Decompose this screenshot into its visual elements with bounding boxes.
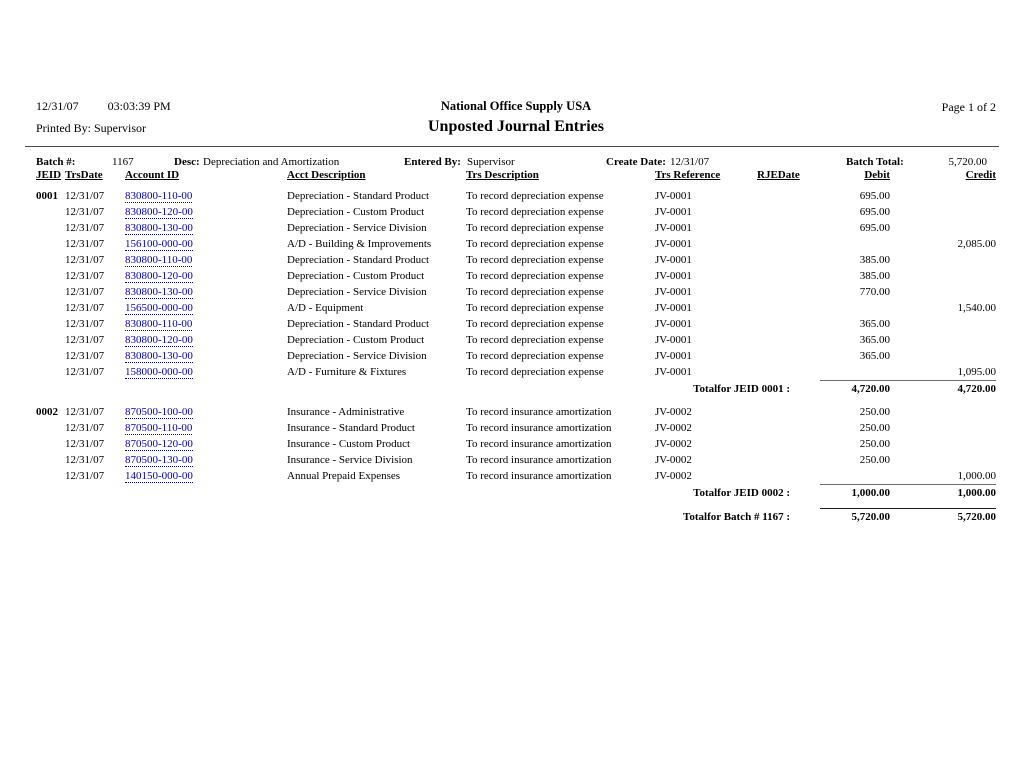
account-id-cell <box>125 268 287 284</box>
rje-date-cell <box>757 468 820 484</box>
create-date-label: Create Date: <box>606 156 666 168</box>
table-header-row <box>36 169 996 188</box>
account-id-cell <box>125 220 287 236</box>
acct-description-cell: Insurance - Custom Product <box>287 438 411 450</box>
jeid-cell <box>36 468 65 484</box>
trs-description-cell: To record depreciation expense <box>466 206 604 218</box>
trs-reference-cell: JV-0001 <box>655 270 692 282</box>
debit-cell: 365.00 <box>859 334 890 346</box>
debit-cell <box>820 236 890 252</box>
trs-reference-cell: JV-0001 <box>655 190 692 202</box>
jeid-cell <box>36 332 65 348</box>
col-header-credit: Credit <box>965 169 996 181</box>
col-header-trs-description: Trs Description <box>466 169 539 181</box>
rje-date-cell <box>757 452 820 468</box>
trs-reference-cell: JV-0001 <box>655 222 692 234</box>
acct-description-cell: Depreciation - Standard Product <box>287 190 430 202</box>
trs-description-cell: To record depreciation expense <box>466 222 604 234</box>
credit-cell <box>890 452 996 468</box>
acct-description-cell: Depreciation - Service Division <box>287 350 427 362</box>
batch-number-label: Batch #: <box>36 156 76 168</box>
trs-description-cell: To record insurance amortization <box>466 422 612 434</box>
trs-description-cell: To record depreciation expense <box>466 254 604 266</box>
journal-entry-row <box>36 284 996 300</box>
jeid-cell: 0002 <box>36 406 58 418</box>
acct-description-cell: A/D - Furniture & Fixtures <box>287 366 407 378</box>
jeid-cell <box>36 436 65 452</box>
print-time: 03:03:39 PM <box>107 99 171 113</box>
account-id-cell <box>125 364 287 380</box>
trs-description-cell: To record depreciation expense <box>466 366 604 378</box>
credit-cell <box>890 332 996 348</box>
trs-reference-cell: JV-0001 <box>655 302 692 314</box>
account-id-cell <box>125 468 287 484</box>
batch-total-label: Batch Total: <box>846 156 904 168</box>
trs-description-cell: To record depreciation expense <box>466 334 604 346</box>
acct-description-cell: Insurance - Service Division <box>287 454 413 466</box>
credit-cell <box>890 316 996 332</box>
rje-date-cell <box>757 316 820 332</box>
rje-date-cell <box>757 220 820 236</box>
jeid-cell <box>36 252 65 268</box>
trs-date-cell: 12/31/07 <box>65 406 105 418</box>
journal-entry-row <box>36 420 996 436</box>
printed-by: Printed By: Supervisor <box>36 121 146 135</box>
journal-entries-table <box>36 169 996 526</box>
rje-date-cell <box>757 420 820 436</box>
batch-desc-label: Desc: <box>174 156 200 168</box>
acct-description-cell: A/D - Building & Improvements <box>287 238 432 250</box>
rje-date-cell <box>757 364 820 380</box>
debit-cell: 385.00 <box>859 270 890 282</box>
account-id-cell <box>125 236 287 252</box>
debit-cell: 250.00 <box>859 438 890 450</box>
journal-entry-row <box>36 268 996 284</box>
trs-reference-cell: JV-0001 <box>655 238 692 250</box>
col-header-acct-description: Acct Description <box>287 169 366 181</box>
trs-date-cell: 12/31/07 <box>65 334 105 346</box>
debit-cell: 695.00 <box>859 190 890 202</box>
report-title: Unposted Journal Entries <box>427 118 605 135</box>
debit-cell: 695.00 <box>859 206 890 218</box>
credit-cell <box>890 188 996 204</box>
credit-cell <box>890 252 996 268</box>
trs-description-cell: To record depreciation expense <box>466 270 604 282</box>
trs-reference-cell: JV-0001 <box>655 286 692 298</box>
batch-total-credit: 5,720.00 <box>890 508 996 526</box>
acct-description-cell: Depreciation - Standard Product <box>287 318 430 330</box>
account-id-cell <box>125 316 287 332</box>
batch-number-value: 1167 <box>112 156 134 168</box>
account-id-link[interactable]: 870500-120-00 <box>125 438 193 450</box>
rje-date-cell <box>757 404 820 420</box>
trs-reference-cell: JV-0001 <box>655 366 692 378</box>
jeid-cell <box>36 268 65 284</box>
acct-description-cell: Depreciation - Standard Product <box>287 254 430 266</box>
account-id-link[interactable]: 870500-100-00 <box>125 406 193 418</box>
rje-date-cell <box>757 436 820 452</box>
rje-date-cell <box>757 252 820 268</box>
trs-date-cell: 12/31/07 <box>65 470 105 482</box>
credit-cell <box>890 404 996 420</box>
account-id-link[interactable]: 830800-110-00 <box>125 254 193 266</box>
batch-total-row <box>36 508 996 526</box>
col-header-jeid: JEID <box>36 169 62 181</box>
print-date: 12/31/07 <box>36 99 79 113</box>
trs-description-cell: To record depreciation expense <box>466 190 604 202</box>
journal-entry-row <box>36 468 996 484</box>
credit-cell <box>890 284 996 300</box>
account-id-link[interactable]: 830800-130-00 <box>125 286 193 298</box>
trs-date-cell: 12/31/07 <box>65 238 105 250</box>
jeid-total-row <box>36 484 996 502</box>
acct-description-cell: Annual Prepaid Expenses <box>287 470 401 482</box>
debit-cell <box>820 364 890 380</box>
account-id-link[interactable]: 870500-110-00 <box>125 422 193 434</box>
trs-date-cell: 12/31/07 <box>65 302 105 314</box>
trs-reference-cell: JV-0001 <box>655 206 692 218</box>
trs-date-cell: 12/31/07 <box>65 438 105 450</box>
jeid-total-debit: 4,720.00 <box>820 380 890 398</box>
batch-total-row-label: Totalfor Batch # 1167 : <box>683 511 790 523</box>
journal-entry-row <box>36 364 996 380</box>
account-id-cell <box>125 188 287 204</box>
jeid-cell <box>36 284 65 300</box>
jeid-cell <box>36 300 65 316</box>
journal-entry-row <box>36 188 996 204</box>
account-id-link[interactable]: 830800-110-00 <box>125 190 193 202</box>
credit-cell: 1,000.00 <box>957 469 996 482</box>
trs-description-cell: To record insurance amortization <box>466 454 612 466</box>
trs-description-cell: To record insurance amortization <box>466 406 612 418</box>
trs-description-cell: To record depreciation expense <box>466 286 604 298</box>
account-id-link[interactable]: 830800-120-00 <box>125 206 193 218</box>
trs-description-cell: To record depreciation expense <box>466 238 604 250</box>
journal-entry-row <box>36 332 996 348</box>
rje-date-cell <box>757 332 820 348</box>
debit-cell: 695.00 <box>859 222 890 234</box>
journal-entry-row <box>36 404 996 420</box>
journal-entry-row <box>36 300 996 316</box>
col-header-debit: Debit <box>864 169 890 181</box>
debit-cell: 770.00 <box>859 286 890 298</box>
journal-entry-row <box>36 348 996 364</box>
acct-description-cell: Depreciation - Service Division <box>287 222 427 234</box>
debit-cell: 385.00 <box>859 254 890 266</box>
trs-date-cell: 12/31/07 <box>65 222 105 234</box>
report-header <box>36 99 996 143</box>
debit-cell <box>820 300 890 316</box>
account-id-cell <box>125 332 287 348</box>
jeid-cell <box>36 220 65 236</box>
trs-reference-cell: JV-0001 <box>655 334 692 346</box>
acct-description-cell: Depreciation - Service Division <box>287 286 427 298</box>
credit-cell <box>890 436 996 452</box>
debit-cell: 365.00 <box>859 350 890 362</box>
account-id-link[interactable]: 156100-000-00 <box>125 238 193 250</box>
journal-entry-row <box>36 452 996 468</box>
jeid-cell: 0001 <box>36 190 58 202</box>
credit-cell: 1,540.00 <box>957 302 996 314</box>
batch-total-debit: 5,720.00 <box>820 508 890 526</box>
trs-reference-cell: JV-0001 <box>655 350 692 362</box>
account-id-cell <box>125 420 287 436</box>
credit-cell: 1,095.00 <box>957 365 996 378</box>
col-header-rjedate: RJEDate <box>757 169 800 181</box>
account-id-link[interactable]: 830800-120-00 <box>125 334 193 346</box>
account-id-link[interactable]: 830800-120-00 <box>125 270 193 282</box>
col-header-trs-reference: Trs Reference <box>655 169 721 181</box>
journal-entry-row <box>36 436 996 452</box>
rje-date-cell <box>757 300 820 316</box>
jeid-cell <box>36 316 65 332</box>
journal-entry-row <box>36 252 996 268</box>
trs-description-cell: To record insurance amortization <box>466 470 612 482</box>
trs-description-cell: To record depreciation expense <box>466 302 604 314</box>
account-id-cell <box>125 300 287 316</box>
trs-date-cell: 12/31/07 <box>65 318 105 330</box>
jeid-total-credit: 4,720.00 <box>890 380 996 398</box>
trs-reference-cell: JV-0001 <box>655 318 692 330</box>
jeid-cell <box>36 348 65 364</box>
journal-entry-row <box>36 204 996 220</box>
credit-cell <box>890 220 996 236</box>
trs-reference-cell: JV-0002 <box>655 406 692 418</box>
trs-date-cell: 12/31/07 <box>65 270 105 282</box>
jeid-cell <box>36 204 65 220</box>
account-id-link[interactable]: 158000-000-00 <box>125 366 193 378</box>
trs-description-cell: To record insurance amortization <box>466 438 612 450</box>
debit-cell: 250.00 <box>859 406 890 418</box>
batch-info-line <box>0 156 1024 170</box>
trs-description-cell: To record depreciation expense <box>466 350 604 362</box>
trs-date-cell: 12/31/07 <box>65 366 105 378</box>
rje-date-cell <box>757 284 820 300</box>
trs-reference-cell: JV-0002 <box>655 454 692 466</box>
company-name: National Office Supply USA <box>440 99 592 113</box>
page-indicator: Page 1 of 2 <box>941 100 996 114</box>
col-header-trsdate: TrsDate <box>65 169 103 181</box>
rje-date-cell <box>757 188 820 204</box>
header-divider <box>25 146 999 147</box>
account-id-link[interactable]: 870500-130-00 <box>125 454 193 466</box>
acct-description-cell: Insurance - Standard Product <box>287 422 415 434</box>
jeid-cell <box>36 452 65 468</box>
jeid-total-debit: 1,000.00 <box>820 484 890 502</box>
account-id-cell <box>125 284 287 300</box>
col-header-account-id: Account ID <box>125 169 180 181</box>
trs-reference-cell: JV-0002 <box>655 470 692 482</box>
acct-description-cell: A/D - Equipment <box>287 302 364 314</box>
credit-cell <box>890 268 996 284</box>
account-id-link[interactable]: 830800-130-00 <box>125 350 193 362</box>
header-center <box>36 99 996 136</box>
entered-by-label: Entered By: <box>404 156 461 168</box>
trs-date-cell: 12/31/07 <box>65 190 105 202</box>
acct-description-cell: Depreciation - Custom Product <box>287 270 425 282</box>
jeid-total-label: Totalfor JEID 0001 : <box>693 383 790 395</box>
rje-date-cell <box>757 204 820 220</box>
debit-cell: 365.00 <box>859 318 890 330</box>
acct-description-cell: Depreciation - Custom Product <box>287 334 425 346</box>
account-id-cell <box>125 204 287 220</box>
credit-cell <box>890 204 996 220</box>
account-id-link[interactable]: 830800-130-00 <box>125 222 193 234</box>
account-id-link[interactable]: 156500-000-00 <box>125 302 193 314</box>
create-date-value: 12/31/07 <box>670 156 710 168</box>
credit-cell <box>890 420 996 436</box>
trs-reference-cell: JV-0001 <box>655 254 692 266</box>
jeid-total-label: Totalfor JEID 0002 : <box>693 487 790 499</box>
journal-entry-row <box>36 220 996 236</box>
journal-entry-row <box>36 316 996 332</box>
trs-date-cell: 12/31/07 <box>65 454 105 466</box>
account-id-cell <box>125 404 287 420</box>
trs-reference-cell: JV-0002 <box>655 422 692 434</box>
trs-description-cell: To record depreciation expense <box>466 318 604 330</box>
batch-desc-value: Depreciation and Amortization <box>203 156 340 168</box>
account-id-cell <box>125 436 287 452</box>
account-id-link[interactable]: 140150-000-00 <box>125 470 193 482</box>
jeid-total-row <box>36 380 996 398</box>
debit-cell <box>820 468 890 484</box>
account-id-link[interactable]: 830800-110-00 <box>125 318 193 330</box>
trs-date-cell: 12/31/07 <box>65 286 105 298</box>
account-id-cell <box>125 252 287 268</box>
acct-description-cell: Depreciation - Custom Product <box>287 206 425 218</box>
acct-description-cell: Insurance - Administrative <box>287 406 405 418</box>
jeid-total-credit: 1,000.00 <box>890 484 996 502</box>
trs-date-cell: 12/31/07 <box>65 206 105 218</box>
jeid-cell <box>36 236 65 252</box>
credit-cell: 2,085.00 <box>957 238 996 250</box>
entered-by-value: Supervisor <box>467 156 515 168</box>
rje-date-cell <box>757 348 820 364</box>
account-id-cell <box>125 452 287 468</box>
debit-cell: 250.00 <box>859 422 890 434</box>
jeid-cell <box>36 420 65 436</box>
account-id-cell <box>125 348 287 364</box>
batch-total-value: 5,720.00 <box>948 156 987 168</box>
trs-date-cell: 12/31/07 <box>65 254 105 266</box>
credit-cell <box>890 348 996 364</box>
rje-date-cell <box>757 268 820 284</box>
trs-reference-cell: JV-0002 <box>655 438 692 450</box>
trs-date-cell: 12/31/07 <box>65 422 105 434</box>
rje-date-cell <box>757 236 820 252</box>
journal-entry-row <box>36 236 996 252</box>
trs-date-cell: 12/31/07 <box>65 350 105 362</box>
debit-cell: 250.00 <box>859 454 890 466</box>
jeid-cell <box>36 364 65 380</box>
